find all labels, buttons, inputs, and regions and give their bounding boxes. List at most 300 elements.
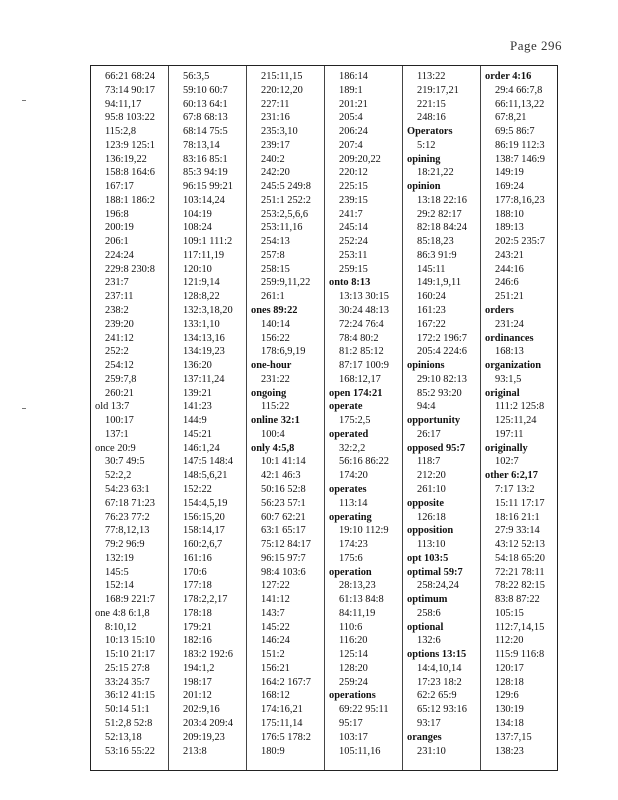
index-term: once 20:9	[95, 442, 136, 454]
index-reference: 136:20	[183, 360, 212, 372]
index-reference: 30:24 48:13	[339, 305, 389, 317]
index-reference: 147:5 148:4	[183, 456, 233, 468]
index-reference: 69:5 86:7	[495, 126, 535, 138]
index-reference: 202:9,16	[183, 704, 220, 716]
index-reference: 59:10 60:7	[183, 84, 228, 96]
index-term: orders	[485, 305, 514, 317]
index-reference: 261:1	[261, 291, 285, 303]
index-reference: 30:7 49:5	[105, 456, 145, 468]
index-reference: 235:3,10	[261, 126, 298, 138]
index-reference: 188:1 186:2	[105, 194, 155, 206]
index-term: online 32:1	[251, 415, 300, 427]
index-term: operate	[329, 401, 363, 413]
index-reference: 179:21	[183, 621, 212, 633]
index-reference: 189:1	[339, 84, 363, 96]
index-reference: 111:2 125:8	[495, 401, 545, 413]
index-reference: 136:19,22	[105, 153, 147, 165]
index-reference: 137:1	[105, 428, 129, 440]
index-reference: 133:1,10	[183, 318, 220, 330]
index-reference: 168:12,17	[339, 373, 381, 385]
index-reference: 86:19 112:3	[495, 139, 545, 151]
index-reference: 203:4 209:4	[183, 717, 233, 729]
index-reference: 94:11,17	[105, 98, 142, 110]
index-term: opposed 95:7	[407, 442, 466, 454]
index-reference: 29:4 66:7,8	[495, 84, 543, 96]
index-reference: 72:24 76:4	[339, 318, 384, 330]
index-reference: 177:8,16,23	[495, 194, 545, 206]
index-term: options 13:15	[407, 649, 467, 661]
index-reference: 243:21	[495, 249, 524, 261]
index-reference: 95:17	[339, 717, 363, 729]
index-reference: 205:4	[339, 112, 363, 124]
index-reference: 132:6	[417, 635, 441, 647]
index-reference: 253:11	[339, 249, 368, 261]
index-reference: 129:6	[495, 690, 519, 702]
index-reference: 100:4	[261, 428, 285, 440]
index-reference: 149:19	[495, 167, 524, 179]
index-reference: 138:7 146:9	[495, 153, 545, 165]
index-term: order 4:16	[485, 71, 532, 82]
index-reference: 188:10	[495, 208, 524, 220]
index-reference: 201:12	[183, 690, 212, 702]
index-reference: 144:9	[183, 415, 207, 427]
index-term: open 174:21	[329, 387, 383, 399]
index-reference: 78:22 82:15	[495, 580, 545, 592]
index-reference: 141:23	[183, 401, 212, 413]
index-reference: 7:17 13:2	[495, 483, 535, 495]
index-term: operating	[329, 511, 372, 523]
index-reference: 54:18 65:20	[495, 552, 545, 564]
index-reference: 121:9,14	[183, 277, 220, 289]
index-reference: 176:5 178:2	[261, 731, 311, 743]
index-reference: 94:4	[417, 401, 436, 413]
index-column-1	[91, 70, 169, 770]
index-reference: 143:7	[261, 607, 285, 619]
index-term: ordinances	[485, 332, 534, 344]
index-reference: 68:14 75:5	[183, 126, 228, 138]
index-reference: 73:14 90:17	[105, 84, 155, 96]
index-reference: 52:13,18	[105, 731, 142, 743]
index-reference: 32:2,2	[339, 442, 366, 454]
index-reference: 128:18	[495, 676, 524, 688]
index-reference: 158:14,17	[183, 525, 225, 537]
index-reference: 56:3,5	[183, 71, 210, 82]
index-reference: 96:15 97:7	[261, 552, 306, 564]
index-reference: 174:20	[339, 470, 368, 482]
index-reference: 128:20	[339, 662, 368, 674]
index-reference: 52:2,2	[105, 470, 132, 482]
index-reference: 137:11,24	[183, 373, 225, 385]
index-frame	[90, 65, 558, 771]
index-term: ongoing	[251, 387, 287, 399]
index-reference: 252:24	[339, 236, 368, 248]
index-reference: 261:10	[417, 483, 446, 495]
index-reference: 43:12 52:13	[495, 539, 545, 551]
index-reference: 205:4 224:6	[417, 346, 467, 358]
index-term: only 4:5,8	[251, 442, 295, 454]
index-reference: 238:2	[105, 305, 129, 317]
index-reference: 134:19,23	[183, 346, 225, 358]
index-term: Operators	[407, 126, 453, 138]
index-reference: 224:24	[105, 249, 134, 261]
index-reference: 168:9 221:7	[105, 594, 155, 606]
index-reference: 105:15	[495, 607, 524, 619]
index-reference: 167:17	[105, 181, 134, 193]
index-reference: 78:4 80:2	[339, 332, 379, 344]
index-reference: 50:16 52:8	[261, 483, 306, 495]
index-reference: 29:2 82:17	[417, 208, 462, 220]
index-reference: 13:18 22:16	[417, 194, 467, 206]
index-reference: 215:11,15	[261, 71, 303, 82]
index-reference: 127:22	[261, 580, 290, 592]
index-reference: 27:9 33:14	[495, 525, 540, 537]
index-reference: 219:17,21	[417, 84, 459, 96]
index-term: opposite	[407, 497, 444, 509]
index-reference: 140:14	[261, 318, 290, 330]
index-term: operations	[329, 690, 376, 702]
index-reference: 254:13	[261, 236, 290, 248]
index-term: originally	[485, 442, 528, 454]
index-reference: 197:11	[495, 428, 524, 440]
index-reference: 134:18	[495, 717, 524, 729]
index-reference: 257:8	[261, 249, 285, 261]
index-reference: 178:2,2,17	[183, 594, 228, 606]
index-reference: 146:1,24	[183, 442, 220, 454]
index-reference: 246:6	[495, 277, 519, 289]
index-reference: 244:16	[495, 263, 524, 275]
index-reference: 96:15 99:21	[183, 181, 233, 193]
index-reference: 231:7	[105, 277, 129, 289]
index-reference: 26:17	[417, 428, 441, 440]
index-reference: 148:5,6,21	[183, 470, 228, 482]
index-reference: 161:23	[417, 305, 446, 317]
index-reference: 177:18	[183, 580, 212, 592]
index-reference: 156:22	[261, 332, 290, 344]
index-reference: 145:22	[261, 621, 290, 633]
index-term: organization	[485, 360, 541, 372]
index-reference: 116:20	[339, 635, 368, 647]
index-reference: 132:3,18,20	[183, 305, 233, 317]
index-reference: 201:21	[339, 98, 368, 110]
index-reference: 189:13	[495, 222, 524, 234]
index-reference: 178:18	[183, 607, 212, 619]
index-reference: 175:2,5	[339, 415, 371, 427]
index-reference: 25:15 27:8	[105, 662, 150, 674]
index-reference: 231:22	[261, 373, 290, 385]
index-reference: 168:13	[495, 346, 524, 358]
index-reference: 75:12 84:17	[261, 539, 311, 551]
index-reference: 62:2 65:9	[417, 690, 457, 702]
index-column-4	[325, 70, 403, 770]
index-reference: 132:19	[105, 552, 134, 564]
index-reference: 14:4,10,14	[417, 662, 462, 674]
index-reference: 242:20	[261, 167, 290, 179]
index-reference: 259:15	[339, 263, 368, 275]
index-reference: 113:22	[417, 71, 446, 82]
index-column-2	[169, 70, 247, 770]
index-reference: 134:13,16	[183, 332, 225, 344]
index-reference: 53:16 55:22	[105, 745, 155, 757]
index-reference: 103:17	[339, 731, 368, 743]
index-reference: 69:22 95:11	[339, 704, 389, 716]
index-term: opportunity	[407, 415, 461, 427]
index-term: original	[485, 387, 520, 399]
index-reference: 225:15	[339, 181, 368, 193]
index-reference: 241:7	[339, 208, 363, 220]
index-reference: 145:21	[183, 428, 212, 440]
margin-mark	[22, 100, 26, 101]
index-reference: 17:23 18:2	[417, 676, 462, 688]
index-reference: 13:13 30:15	[339, 291, 389, 303]
index-reference: 42:1 46:3	[261, 470, 301, 482]
index-reference: 113:10	[417, 539, 446, 551]
margin-mark	[22, 408, 26, 409]
index-reference: 125:11,24	[495, 415, 537, 427]
index-reference: 93:1,5	[495, 373, 522, 385]
index-reference: 128:8,22	[183, 291, 220, 303]
index-reference: 251:21	[495, 291, 524, 303]
index-reference: 110:6	[339, 621, 363, 633]
index-reference: 56:16 86:22	[339, 456, 389, 468]
index-reference: 259:24	[339, 676, 368, 688]
index-reference: 175:11,14	[261, 717, 303, 729]
index-column-5	[403, 70, 481, 770]
index-reference: 10:1 41:14	[261, 456, 306, 468]
index-reference: 60:13 64:1	[183, 98, 228, 110]
index-term: onto 8:13	[329, 277, 371, 289]
index-reference: 126:18	[417, 511, 446, 523]
index-reference: 5:12	[417, 139, 436, 151]
index-reference: 109:1 111:2	[183, 236, 233, 248]
index-reference: 141:12	[261, 594, 290, 606]
index-reference: 85:18,23	[417, 236, 454, 248]
index-reference: 15:11 17:17	[495, 497, 545, 509]
index-reference: 202:5 235:7	[495, 236, 545, 248]
index-reference: 161:16	[183, 552, 212, 564]
index-reference: 231:16	[261, 112, 290, 124]
index-term: optional	[407, 621, 444, 633]
index-reference: 85:3 94:19	[183, 167, 228, 179]
index-reference: 237:11	[105, 291, 134, 303]
index-reference: 178:6,9,19	[261, 346, 306, 358]
index-reference: 251:1 252:2	[261, 194, 311, 206]
index-reference: 240:2	[261, 153, 285, 165]
index-reference: 125:14	[339, 649, 368, 661]
index-reference: 258:24,24	[417, 580, 459, 592]
index-reference: 139:21	[183, 387, 212, 399]
index-reference: 50:14 51:1	[105, 704, 150, 716]
index-term: operated	[329, 428, 369, 440]
index-reference: 206:24	[339, 126, 368, 138]
index-reference: 102:7	[495, 456, 519, 468]
index-reference: 167:22	[417, 318, 446, 330]
index-reference: 103:14,24	[183, 194, 225, 206]
index-reference: 123:9 125:1	[105, 139, 155, 151]
index-term: operation	[329, 566, 372, 578]
index-reference: 152:22	[183, 483, 212, 495]
index-reference: 160:24	[417, 291, 446, 303]
index-reference: 67:8 68:13	[183, 112, 228, 124]
index-reference: 93:17	[417, 717, 441, 729]
index-reference: 10:13 15:10	[105, 635, 155, 647]
index-reference: 200:19	[105, 222, 134, 234]
index-reference: 98:4 103:6	[261, 566, 306, 578]
index-reference: 15:10 21:17	[105, 649, 155, 661]
index-reference: 108:24	[183, 222, 212, 234]
index-reference: 259:7,8	[105, 373, 137, 385]
index-reference: 170:6	[183, 566, 207, 578]
index-reference: 117:11,19	[183, 249, 225, 261]
index-reference: 254:12	[105, 360, 134, 372]
index-term: ones 89:22	[251, 305, 298, 317]
index-reference: 130:19	[495, 704, 524, 716]
index-reference: 115:9 116:8	[495, 649, 545, 661]
index-reference: 105:11,16	[339, 745, 381, 757]
index-reference: 260:21	[105, 387, 134, 399]
index-term: opinion	[407, 181, 441, 193]
index-reference: 172:2 196:7	[417, 332, 467, 344]
index-reference: 29:10 82:13	[417, 373, 467, 385]
index-reference: 160:2,6,7	[183, 539, 223, 551]
index-reference: 18:21,22	[417, 167, 454, 179]
index-reference: 174:16,21	[261, 704, 303, 716]
index-reference: 241:12	[105, 332, 134, 344]
index-reference: 175:6	[339, 552, 363, 564]
index-reference: 82:18 84:24	[417, 222, 467, 234]
index-reference: 8:10,12	[105, 621, 137, 633]
index-term: opining	[407, 153, 441, 165]
index-reference: 239:15	[339, 194, 368, 206]
index-reference: 194:1,2	[183, 662, 215, 674]
index-reference: 209:20,22	[339, 153, 381, 165]
index-reference: 252:2	[105, 346, 129, 358]
index-reference: 156:15,20	[183, 511, 225, 523]
index-reference: 229:8 230:8	[105, 263, 155, 275]
index-reference: 145:11	[417, 263, 446, 275]
index-reference: 207:4	[339, 139, 363, 151]
index-reference: 213:8	[183, 745, 207, 757]
index-column-3	[247, 70, 325, 770]
index-reference: 76:23 77:2	[105, 511, 150, 523]
index-term: optimum	[407, 594, 448, 606]
index-reference: 18:16 21:1	[495, 511, 540, 523]
index-reference: 83:8 87:22	[495, 594, 540, 606]
index-reference: 112:20	[495, 635, 524, 647]
index-reference: 66:21 68:24	[105, 71, 155, 82]
index-reference: 77:8,12,13	[105, 525, 150, 537]
index-reference: 67:18 71:23	[105, 497, 155, 509]
index-reference: 104:19	[183, 208, 212, 220]
index-reference: 168:12	[261, 690, 290, 702]
index-reference: 146:24	[261, 635, 290, 647]
index-reference: 156:21	[261, 662, 290, 674]
index-reference: 54:23 63:1	[105, 483, 150, 495]
index-reference: 56:23 57:1	[261, 497, 306, 509]
index-reference: 19:10 112:9	[339, 525, 389, 537]
index-reference: 164:2 167:7	[261, 676, 311, 688]
index-reference: 198:17	[183, 676, 212, 688]
index-term: one-hour	[251, 360, 292, 372]
index-reference: 258:6	[417, 607, 441, 619]
index-reference: 113:14	[339, 497, 368, 509]
index-term: optimal 59:7	[407, 566, 463, 578]
index-reference: 231:24	[495, 318, 524, 330]
index-reference: 220:12,20	[261, 84, 303, 96]
index-reference: 138:23	[495, 745, 524, 757]
index-reference: 28:13,23	[339, 580, 376, 592]
index-reference: 100:17	[105, 415, 134, 427]
index-reference: 85:2 93:20	[417, 387, 462, 399]
index-reference: 115:22	[261, 401, 290, 413]
index-reference: 259:9,11,22	[261, 277, 311, 289]
index-reference: 169:24	[495, 181, 524, 193]
index-reference: 180:9	[261, 745, 285, 757]
index-term: old 13:7	[95, 401, 130, 413]
index-reference: 51:2,8 52:8	[105, 717, 153, 729]
index-reference: 196:8	[105, 208, 129, 220]
index-reference: 209:19,23	[183, 731, 225, 743]
index-reference: 61:13 84:8	[339, 594, 384, 606]
index-reference: 33:24 35:7	[105, 676, 150, 688]
index-reference: 152:14	[105, 580, 134, 592]
index-reference: 239:17	[261, 139, 290, 151]
index-reference: 120:10	[183, 263, 212, 275]
index-term: operates	[329, 483, 367, 495]
index-term: other 6:2,17	[485, 470, 538, 482]
index-reference: 78:13,14	[183, 139, 220, 151]
index-reference: 245:5 249:8	[261, 181, 311, 193]
index-reference: 151:2	[261, 649, 285, 661]
index-reference: 221:15	[417, 98, 446, 110]
index-reference: 227:11	[261, 98, 290, 110]
index-term: oranges	[407, 731, 442, 743]
index-reference: 245:14	[339, 222, 368, 234]
index-reference: 248:16	[417, 112, 446, 124]
index-reference: 239:20	[105, 318, 134, 330]
index-term: opt 103:5	[407, 552, 449, 564]
index-reference: 81:2 85:12	[339, 346, 384, 358]
index-reference: 86:3 91:9	[417, 249, 457, 261]
index-term: one 4:8 6:1,8	[95, 607, 150, 619]
index-reference: 60:7 62:21	[261, 511, 306, 523]
index-reference: 87:17 100:9	[339, 360, 389, 372]
index-reference: 118:7	[417, 456, 441, 468]
index-reference: 36:12 41:15	[105, 690, 155, 702]
index-reference: 154:4,5,19	[183, 497, 228, 509]
index-reference: 253:2,5,6,6	[261, 208, 309, 220]
index-reference: 83:16 85:1	[183, 153, 228, 165]
index-reference: 258:15	[261, 263, 290, 275]
index-reference: 183:2 192:6	[183, 649, 233, 661]
index-reference: 186:14	[339, 71, 368, 82]
index-reference: 67:8,21	[495, 112, 527, 124]
index-reference: 120:17	[495, 662, 524, 674]
index-reference: 145:5	[105, 566, 129, 578]
index-term: opinions	[407, 360, 445, 372]
index-column-6	[481, 70, 559, 770]
index-reference: 231:10	[417, 745, 446, 757]
index-reference: 66:11,13,22	[495, 98, 545, 110]
page-number: Page 296	[509, 38, 562, 53]
index-reference: 174:23	[339, 539, 368, 551]
index-reference: 149:1,9,11	[417, 277, 462, 289]
index-reference: 84:11,19	[339, 607, 376, 619]
index-term: opposition	[407, 525, 454, 537]
index-reference: 65:12 93:16	[417, 704, 467, 716]
index-reference: 63:1 65:17	[261, 525, 306, 537]
index-reference: 72:21 78:11	[495, 566, 545, 578]
index-reference: 137:7,15	[495, 731, 532, 743]
